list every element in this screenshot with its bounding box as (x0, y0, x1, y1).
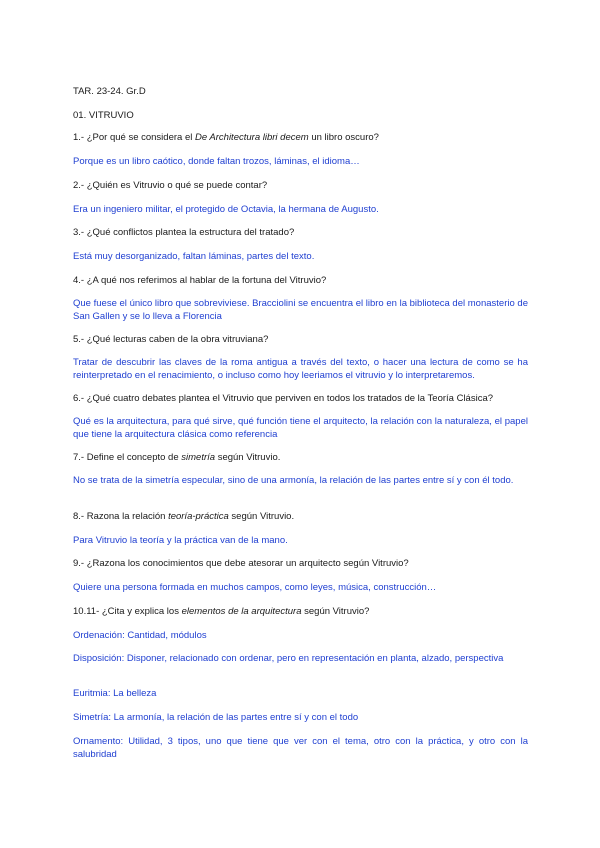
question-text: según Vitruvio. (215, 452, 281, 463)
element-simetria: Simetría: La armonía, la relación de las partes entre sí y con el todo (73, 712, 359, 723)
question-8 (73, 511, 528, 524)
question-text: 4.- ¿A qué nos referimos al hablar de la fortuna del Vitruvio? (73, 275, 327, 286)
answer-4: Que fuese el único libro que sobreviviese. Bracciolini se encuentra el libro en la biblioteca del monasterio de San Gallen y se lo lleva a Florencia (73, 298, 528, 322)
answer-3: Está muy desorganizado, faltan láminas, partes del texto. (73, 251, 315, 262)
answer-6: Qué es la arquitectura, para qué sirve, qué función tiene el arquitecto, la relación con la naturaleza, el papel que tiene la arquitectura clásica como referencia (73, 416, 528, 440)
question-4 (73, 275, 528, 288)
question-text: un libro oscuro? (308, 132, 379, 143)
question-10-11 (73, 606, 528, 619)
question-text: 10.11- ¿Cita y explica los (73, 606, 182, 617)
answer-7: No se trata de la simetría especular, sino de una armonía, la relación de las partes entre sí y con él todo. (73, 475, 514, 486)
question-5 (73, 334, 528, 347)
question-text: 3.- ¿Qué conflictos plantea la estructura del tratado? (73, 227, 295, 238)
element-ornamento: Ornamento: Utilidad, 3 tipos, uno que tiene que ver con el tema, otro con la práctica, y otro con la salubridad (73, 736, 528, 760)
answer-1: Porque es un libro caótico, donde faltan trozos, láminas, el idioma… (73, 156, 360, 167)
question-text: 2.- ¿Quién es Vitruvio o qué se puede contar? (73, 180, 268, 191)
question-emphasis: elementos de la arquitectura (181, 606, 302, 617)
question-text: 1.- ¿Por qué se considera el (73, 132, 195, 143)
question-text: 5.- ¿Qué lecturas caben de la obra vitruviana? (73, 334, 269, 345)
question-text: según Vitruvio. (228, 511, 295, 522)
question-text: 7.- Define el concepto de (73, 452, 182, 463)
question-text: 9.- ¿Razona los conocimientos que debe atesorar un arquitecto según Vitruvio? (73, 558, 409, 569)
course-header: TAR. 23-24. Gr.D (73, 86, 146, 97)
element-ordenacion: Ordenación: Cantidad, módulos (73, 630, 207, 641)
question-emphasis: simetría (181, 452, 216, 463)
question-text: 6.- ¿Qué cuatro debates plantea el Vitruvio que perviven en todos los tratados de la Teoría Clásica? (73, 393, 494, 404)
question-7 (73, 452, 528, 465)
question-text: 8.- Razona la relación (73, 511, 169, 522)
question-6 (73, 393, 528, 406)
topic-title: 01. VITRUVIO (73, 110, 134, 121)
question-emphasis: teoría-práctica (168, 511, 229, 522)
answer-2: Era un ingeniero militar, el protegido de Octavia, la hermana de Augusto. (73, 204, 379, 215)
question-emphasis: De Architectura libri decem (194, 132, 309, 143)
element-disposicion: Disposición: Disponer, relacionado con ordenar, pero en representación en planta, alzado, perspectiva (73, 653, 504, 664)
question-text: según Vitruvio? (301, 606, 370, 617)
answer-5: Tratar de descubrir las claves de la roma antigua a través del texto, o hacer una lectura de como se ha reinterpretado en el renacimiento, o incluso como hoy leeriamos el vitruvio y lo interpretaremos. (73, 357, 528, 381)
question-3 (73, 227, 528, 240)
element-euritmia: Euritmia: La belleza (73, 688, 157, 699)
answer-9: Quiere una persona formada en muchos campos, como leyes, música, construcción… (73, 582, 437, 593)
question-9 (73, 558, 528, 571)
question-2 (73, 180, 528, 193)
question-1 (73, 132, 528, 145)
answer-8: Para Vitruvio la teoría y la práctica van de la mano. (73, 535, 288, 546)
